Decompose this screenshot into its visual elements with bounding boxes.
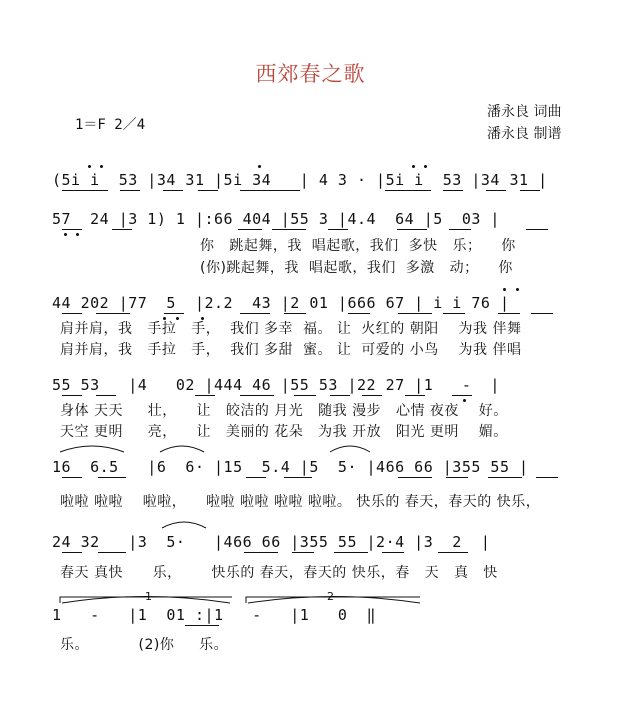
notes-system-2: 57 24 |3 1) 1 |:66 404 |55 3 |4.4 64 |5 03 |: [52, 210, 500, 228]
tie-mark: [60, 446, 124, 452]
song-title: 西郊春之歌: [255, 62, 366, 86]
lyrics-system-7: 乐。 (2)你 乐。: [60, 637, 229, 653]
key-signature: 1＝F 2／4: [75, 117, 146, 133]
tie-mark: [330, 446, 370, 452]
tie-mark: [162, 522, 206, 528]
lyrics-system-2-verse-2: (你)跳起舞，我 唱起歌，我们 多激 动； 你: [200, 260, 513, 276]
volta-1-number: 1: [145, 590, 152, 603]
notes-system-6: 24 32 |3 5· |466 66 |355 55 |2·4 |3 2 |: [52, 533, 491, 551]
notes-system-4: 55 53 |4 02 |444 46 |55 53 |22 27 |1 - |: [52, 376, 500, 394]
lyrics-system-6: 春天 真快 乐， 快乐的 春天，春天的 快乐，春 天 真 快: [60, 565, 498, 581]
lyrics-system-4-verse-2: 天空 更明 亮， 让 美丽的 花朵 为我 开放 阳光 更明 媚。: [60, 424, 508, 440]
credit-notation: 潘永良 制谱: [487, 126, 562, 142]
volta-2-number: 2: [327, 590, 334, 603]
lyrics-system-3-verse-1: 肩并肩，我 手拉 手， 我们 多幸 福。 让 火红的 朝阳 为我 伴舞: [60, 321, 522, 337]
notes-system-1: (5i i 53 |34 31 |5i 34 | 4 3 · |5i i 53 |34 31 |: [52, 171, 548, 189]
notes-system-3: 44 202 |77 5 |2.2 43 |2 01 |666 67 | i i 76 |: [52, 294, 510, 312]
notes-system-5: 16 6.5 |6 6· |15 5.4 |5 5· |466 66 |355 55 |: [52, 458, 529, 476]
lyrics-system-4-verse-1: 身体 天天 壮， 让 皎洁的 月光 随我 漫步 心情 夜夜 好。: [60, 403, 508, 419]
lyrics-system-3-verse-2: 肩并肩，我 手拉 手， 我们 多甜 蜜。 让 可爱的 小鸟 为我 伴唱: [60, 342, 522, 358]
lyrics-system-5: 啦啦 啦啦 啦啦， 啦啦 啦啦 啦啦 啦啦。 快乐的 春天，春天的 快乐，: [60, 494, 541, 510]
credit-lyrics-music: 潘永良 词曲: [487, 104, 562, 120]
notes-system-7: 1 - |1 01 :|1 - |1 0 ‖: [52, 606, 377, 624]
lyrics-system-2-verse-1: 你 跳起舞，我 唱起歌，我们 多快 乐； 你: [200, 238, 516, 254]
tie-mark: [160, 446, 204, 452]
